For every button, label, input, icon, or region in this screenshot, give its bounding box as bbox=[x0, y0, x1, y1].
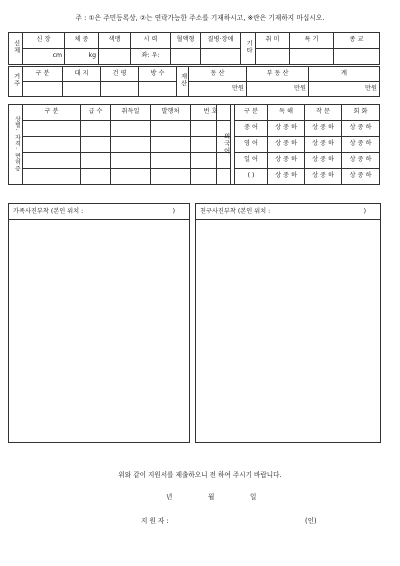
level-option[interactable]: 상 중 하 bbox=[342, 169, 380, 185]
award-cell[interactable] bbox=[23, 153, 81, 169]
disability-field[interactable] bbox=[201, 49, 241, 65]
applicant-line bbox=[0, 515, 400, 525]
lang-chinese: 중 어 bbox=[235, 121, 268, 137]
level-option[interactable]: 상 중 하 bbox=[268, 169, 305, 185]
award-cell[interactable] bbox=[81, 153, 111, 169]
declaration-text: 위와 같이 지원서를 제출하오니 전 하여 주시기 바랍니다. bbox=[118, 471, 282, 479]
personal-side-label: 신체 bbox=[9, 33, 23, 65]
award-cell[interactable] bbox=[111, 121, 151, 137]
award-header-date: 취득일 bbox=[111, 105, 151, 121]
floor-area-field[interactable] bbox=[101, 82, 139, 97]
header-disability: 질병·장애 bbox=[201, 33, 241, 49]
level-option[interactable]: 상 중 하 bbox=[305, 169, 342, 185]
award-cell[interactable] bbox=[81, 121, 111, 137]
friend-photo-area[interactable] bbox=[195, 203, 381, 443]
language-side-label: 외국어 bbox=[217, 105, 235, 185]
award-cell[interactable] bbox=[151, 137, 191, 153]
residence-side-label: 거주 bbox=[9, 67, 23, 97]
date-day-field[interactable]: 일 bbox=[250, 493, 257, 501]
rooms-field[interactable] bbox=[139, 82, 177, 97]
level-option[interactable]: 상 중 하 bbox=[268, 137, 305, 153]
lang-header-writing: 작 문 bbox=[305, 105, 342, 121]
award-cell[interactable] bbox=[23, 121, 81, 137]
award-header-number: 번 호 bbox=[191, 105, 231, 121]
residence-table bbox=[8, 66, 380, 97]
award-cell[interactable] bbox=[151, 169, 191, 185]
award-cell[interactable] bbox=[23, 137, 81, 153]
award-header-issuer: 발행처 bbox=[151, 105, 191, 121]
level-option[interactable]: 상 중 하 bbox=[342, 121, 380, 137]
family-photo-caption: 가족사진부착 (본인 위치 : ) bbox=[9, 204, 189, 220]
level-option[interactable]: 상 중 하 bbox=[342, 137, 380, 153]
level-option[interactable]: 상 중 하 bbox=[305, 153, 342, 169]
header-vision: 시 력 bbox=[131, 33, 171, 49]
weight-field[interactable]: kg bbox=[65, 49, 99, 65]
award-cell[interactable] bbox=[81, 169, 111, 185]
header-land: 대 지 bbox=[63, 67, 101, 82]
family-photo-area[interactable] bbox=[8, 203, 190, 443]
header-colorblind: 색맹 bbox=[99, 33, 131, 49]
level-option[interactable]: 상 중 하 bbox=[342, 153, 380, 169]
header-height: 신 장 bbox=[23, 33, 65, 49]
lang-english: 영 어 bbox=[235, 137, 268, 153]
header-religion: 종 교 bbox=[334, 33, 380, 49]
header-total: 계 bbox=[309, 67, 380, 82]
award-cell[interactable] bbox=[151, 153, 191, 169]
award-header-grade: 급 수 bbox=[81, 105, 111, 121]
awards-side-label: 상벌·자격·면허증 bbox=[9, 105, 23, 185]
award-cell[interactable] bbox=[151, 121, 191, 137]
personal-table bbox=[8, 32, 380, 65]
header-category: 구 분 bbox=[23, 67, 63, 82]
level-option[interactable]: 상 중 하 bbox=[268, 153, 305, 169]
applicant-name-field[interactable] bbox=[205, 515, 295, 524]
seal-mark: (인) bbox=[305, 517, 317, 525]
height-field[interactable]: cm bbox=[23, 49, 65, 65]
colorblind-field[interactable] bbox=[99, 49, 131, 65]
header-weight: 체 중 bbox=[65, 33, 99, 49]
date-line bbox=[0, 491, 400, 501]
level-option[interactable]: 상 중 하 bbox=[268, 121, 305, 137]
header-rooms: 방 수 bbox=[139, 67, 177, 82]
lang-japanese: 일 어 bbox=[235, 153, 268, 169]
blood-type-field[interactable] bbox=[171, 49, 201, 65]
total-field[interactable]: 만원 bbox=[309, 82, 380, 97]
award-cell[interactable] bbox=[111, 137, 151, 153]
vision-field[interactable]: 좌: 우: bbox=[131, 49, 171, 65]
lang-other[interactable]: ( ) bbox=[235, 169, 268, 185]
category-field[interactable] bbox=[23, 82, 63, 97]
friend-photo-caption: 친구사진부착 (본인 위치 : ) bbox=[196, 204, 380, 220]
form-note: 주 : ①은 주민등록상, ②는 연락가능한 주소를 기재하시고, ※란은 기재하지 마십시오. bbox=[75, 14, 325, 22]
award-cell[interactable] bbox=[81, 137, 111, 153]
header-hobby: 취 미 bbox=[256, 33, 290, 49]
level-option[interactable]: 상 중 하 bbox=[305, 121, 342, 137]
awards-table bbox=[8, 104, 231, 185]
language-table bbox=[216, 104, 380, 185]
award-cell[interactable] bbox=[23, 169, 81, 185]
award-cell[interactable] bbox=[111, 169, 151, 185]
land-field[interactable] bbox=[63, 82, 101, 97]
lang-header-category: 구 분 bbox=[235, 105, 268, 121]
header-blood-type: 혈액형 bbox=[171, 33, 201, 49]
award-cell[interactable] bbox=[111, 153, 151, 169]
header-movables: 동 산 bbox=[189, 67, 247, 82]
header-skill: 특 기 bbox=[290, 33, 334, 49]
date-month-field[interactable]: 월 bbox=[208, 493, 215, 501]
real-estate-field[interactable]: 만원 bbox=[247, 82, 309, 97]
etc-label: 기타 bbox=[241, 33, 256, 65]
date-year-field[interactable]: 년 bbox=[166, 493, 173, 501]
header-real-estate: 부 동 산 bbox=[247, 67, 309, 82]
lang-header-speaking: 회 화 bbox=[342, 105, 380, 121]
skill-field[interactable] bbox=[290, 49, 334, 65]
movables-field[interactable]: 만원 bbox=[189, 82, 247, 97]
level-option[interactable]: 상 중 하 bbox=[305, 137, 342, 153]
applicant-label: 지 원 자 : bbox=[141, 517, 169, 525]
lang-header-reading: 독 해 bbox=[268, 105, 305, 121]
header-floor-area: 건 평 bbox=[101, 67, 139, 82]
property-label: 재산 bbox=[177, 67, 189, 97]
hobby-field[interactable] bbox=[256, 49, 290, 65]
religion-field[interactable] bbox=[334, 49, 380, 65]
award-header-category: 구 분 bbox=[23, 105, 81, 121]
